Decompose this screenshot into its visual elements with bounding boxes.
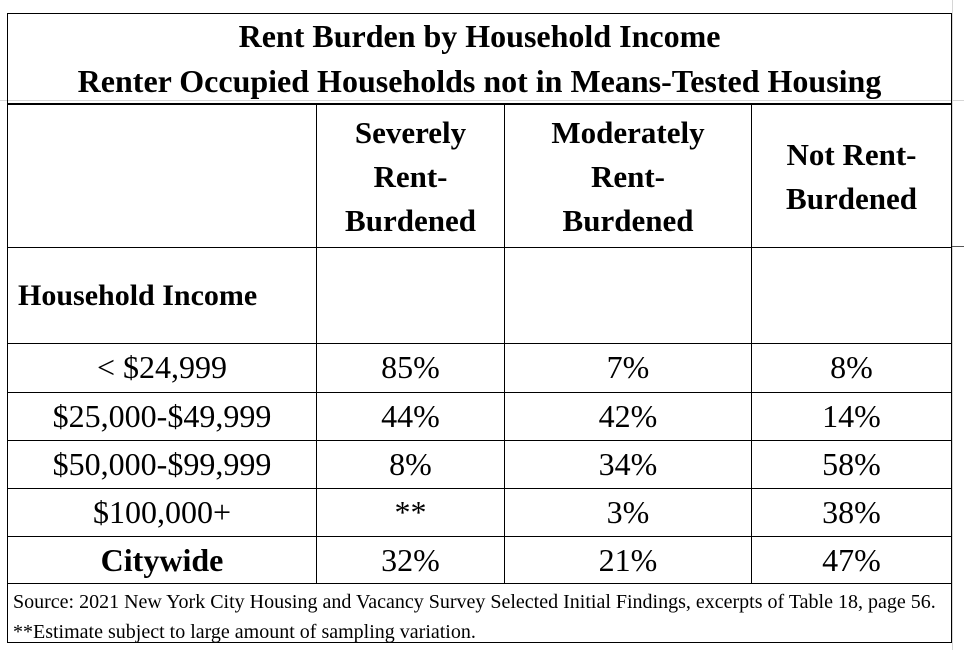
- income-cell: $25,000-$49,999: [52, 398, 272, 434]
- table-title: Rent Burden by Household Income: [238, 18, 721, 54]
- header-line: Burdened: [562, 203, 694, 238]
- not-burdened-cell: 14%: [822, 398, 881, 434]
- income-cell: < $24,999: [96, 349, 228, 385]
- table-subtitle: Renter Occupied Households not in Means-Tested Housing: [8, 59, 951, 105]
- header-not-rent-burdened: [752, 110, 951, 244]
- household-income-header: Household Income: [18, 279, 258, 312]
- severe-cell: 44%: [381, 398, 440, 434]
- severe-cell: 8%: [389, 446, 432, 482]
- sheet-gridline: [952, 0, 953, 650]
- income-cell: $50,000-$99,999: [52, 446, 272, 482]
- not-burdened-cell: 38%: [822, 494, 881, 530]
- severe-cell: 85%: [381, 349, 440, 385]
- moderate-cell: 42%: [598, 398, 658, 434]
- moderate-cell: 3%: [606, 494, 650, 530]
- header-line: Rent-: [590, 159, 666, 194]
- header-line: Severely: [354, 115, 467, 150]
- income-cell: Citywide: [100, 542, 224, 578]
- moderate-cell: 7%: [606, 349, 650, 385]
- income-cell: $100,000+: [92, 494, 232, 530]
- rent-burden-table: [7, 13, 952, 643]
- header-line: Moderately: [551, 115, 705, 150]
- source-note: Source: 2021 New York City Housing and Vacancy Survey Selected Initial Findings, excerpts of Table 18, page 56. **Estimate subject to large amount of sampling variation.: [13, 591, 936, 643]
- header-severely-rent-burdened: [317, 110, 504, 244]
- not-burdened-cell: 58%: [822, 446, 881, 482]
- severe-cell: **: [394, 494, 427, 530]
- not-burdened-cell: 47%: [822, 542, 881, 578]
- header-line: Burdened: [345, 203, 476, 238]
- not-burdened-cell: 8%: [830, 349, 873, 385]
- rule: [8, 247, 951, 248]
- moderate-cell: 21%: [598, 542, 658, 578]
- severe-cell: 32%: [381, 542, 440, 578]
- header-line: Not Rent-: [786, 137, 917, 172]
- moderate-cell: 34%: [598, 446, 658, 482]
- header-moderately-rent-burdened: [505, 110, 751, 244]
- header-line: Rent-: [373, 159, 448, 194]
- sheet-gridline: [952, 246, 964, 247]
- header-line: Burdened: [786, 181, 917, 216]
